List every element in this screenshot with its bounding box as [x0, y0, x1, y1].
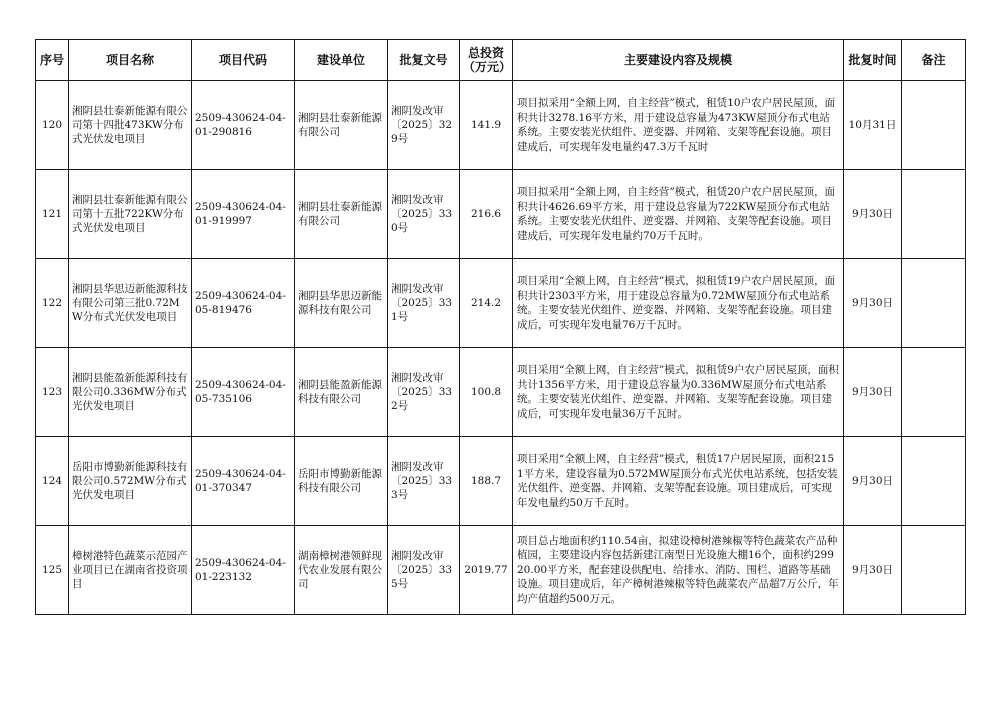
cell-project-code: 2509-430624-04-05-819476 — [192, 259, 295, 348]
header-remarks: 备注 — [902, 40, 966, 81]
cell-remarks — [902, 170, 966, 259]
cell-project-name: 湘阴县华思迈新能源科技有限公司第三批0.72MW分布式光伏发电项目 — [69, 259, 192, 348]
cell-total-investment: 214.2 — [460, 259, 513, 348]
cell-main-content: 项目采用“全额上网，自主经营”模式，拟租赁9户农户居民屋顶，面积共计1356平方米，用于建设总容量为0.336MW屋顶分布式电站系统。主要安装光伏组件、逆变器、并网箱、支架等配套设施。项目建成后，可实现年发电量36万千瓦时。 — [513, 348, 844, 437]
cell-remarks — [902, 81, 966, 170]
header-project-code: 项目代码 — [192, 40, 295, 81]
approval-table — [35, 39, 966, 615]
cell-project-name: 湘阴县能盈新能源科技有限公司0.336MW分布式光伏发电项目 — [69, 348, 192, 437]
cell-total-investment: 188.7 — [460, 437, 513, 526]
cell-approval-doc: 湘阴发改审〔2025〕330号 — [388, 170, 460, 259]
header-total-investment: 总投资（万元） — [460, 40, 513, 81]
cell-total-investment: 100.8 — [460, 348, 513, 437]
table-row — [36, 259, 966, 348]
cell-construction-unit: 岳阳市博勤新能源科技有限公司 — [295, 437, 388, 526]
cell-approval-doc: 湘阴发改审〔2025〕331号 — [388, 259, 460, 348]
cell-approval-time: 9月30日 — [844, 437, 902, 526]
cell-approval-doc: 湘阴发改审〔2025〕332号 — [388, 348, 460, 437]
cell-main-content: 项目总占地面积约110.54亩，拟建设樟树港辣椒等特色蔬菜农产品种植园，主要建设内容包括新建江南型日光设施大棚16个，面积约29920.00平方米，配套建设供配电、给排水、消防、围栏、道路等基础设施。项目建成后，年产樟树港辣椒等特色蔬菜农产品超7万公斤，年均产值超约500万元。 — [513, 526, 844, 615]
cell-project-code: 2509-430624-04-01-223132 — [192, 526, 295, 615]
cell-remarks — [902, 259, 966, 348]
cell-construction-unit: 湘阴县能盈新能源科技有限公司 — [295, 348, 388, 437]
cell-approval-time: 9月30日 — [844, 526, 902, 615]
cell-project-code: 2509-430624-04-01-370347 — [192, 437, 295, 526]
cell-total-investment: 216.6 — [460, 170, 513, 259]
cell-project-code: 2509-430624-04-05-735106 — [192, 348, 295, 437]
cell-project-name: 湘阴县壮泰新能源有限公司第十四批473KW分布式光伏发电项目 — [69, 81, 192, 170]
cell-main-content: 项目采用“全额上网，自主经营”模式，租赁17户居民屋顶，面积2151平方米，建设容量为0.572MW屋顶分布式光伏电站系统，包括安装光伏组件、逆变器、并网箱、支架等配套设施。项目建成后，可实现年发电量约50万千瓦时。 — [513, 437, 844, 526]
cell-approval-time: 9月30日 — [844, 348, 902, 437]
cell-project-code: 2509-430624-04-01-290816 — [192, 81, 295, 170]
cell-approval-doc: 湘阴发改审〔2025〕335号 — [388, 526, 460, 615]
cell-approval-doc: 湘阴发改审〔2025〕329号 — [388, 81, 460, 170]
header-project-name: 项目名称 — [69, 40, 192, 81]
approval-table-sheet — [35, 39, 966, 615]
table-row — [36, 81, 966, 170]
cell-seq: 122 — [36, 259, 69, 348]
cell-seq: 125 — [36, 526, 69, 615]
cell-main-content: 项目采用“全额上网，自主经营”模式，拟租赁19户农户居民屋顶，面积共计2303平方米，用于建设总容量为0.72MW屋顶分布式电站系统。主要安装光伏组件、逆变器、并网箱、支架等配套设施。项目建成后，可实现年发电量76万千瓦时。 — [513, 259, 844, 348]
table-row — [36, 170, 966, 259]
header-row — [36, 40, 966, 81]
cell-main-content: 项目拟采用“全额上网，自主经营”模式，租赁20户农户居民屋顶，面积共计4626.69平方米，用于建设总容量为722KW屋顶分布式电站系统。主要安装光伏组件、逆变器、并网箱、支架等配套设施。项目建成后，可实现年发电量约70万千瓦时。 — [513, 170, 844, 259]
header-seq: 序号 — [36, 40, 69, 81]
table-row — [36, 526, 966, 615]
cell-seq: 124 — [36, 437, 69, 526]
cell-remarks — [902, 526, 966, 615]
header-construction-unit: 建设单位 — [295, 40, 388, 81]
cell-seq: 123 — [36, 348, 69, 437]
cell-seq: 120 — [36, 81, 69, 170]
header-approval-doc: 批复文号 — [388, 40, 460, 81]
cell-construction-unit: 湘阴县华思迈新能源科技有限公司 — [295, 259, 388, 348]
cell-approval-time: 10月31日 — [844, 81, 902, 170]
cell-remarks — [902, 437, 966, 526]
cell-approval-time: 9月30日 — [844, 170, 902, 259]
cell-total-investment: 141.9 — [460, 81, 513, 170]
cell-seq: 121 — [36, 170, 69, 259]
cell-construction-unit: 湘阴县壮泰新能源有限公司 — [295, 170, 388, 259]
cell-approval-doc: 湘阴发改审〔2025〕333号 — [388, 437, 460, 526]
cell-total-investment: 2019.77 — [460, 526, 513, 615]
cell-project-code: 2509-430624-04-01-919997 — [192, 170, 295, 259]
table-row — [36, 348, 966, 437]
cell-construction-unit: 湘阴县壮泰新能源有限公司 — [295, 81, 388, 170]
header-approval-time: 批复时间 — [844, 40, 902, 81]
cell-main-content: 项目拟采用“全额上网，自主经营”模式，租赁10户农户居民屋顶，面积共计3278.16平方米，用于建设总容量为473KW屋顶分布式电站系统。主要安装光伏组件、逆变器、并网箱、支架等配套设施。项目建成后，可实现年发电量约47.3万千瓦时 — [513, 81, 844, 170]
cell-remarks — [902, 348, 966, 437]
cell-project-name: 樟树港特色蔬菜示范园产业项目已在湖南省投资项目 — [69, 526, 192, 615]
cell-approval-time: 9月30日 — [844, 259, 902, 348]
cell-construction-unit: 湖南樟树港领鲜现代农业发展有限公司 — [295, 526, 388, 615]
table-row — [36, 437, 966, 526]
header-main-content: 主要建设内容及规模 — [513, 40, 844, 81]
cell-project-name: 岳阳市博勤新能源科技有限公司0.572MW分布式光伏发电项目 — [69, 437, 192, 526]
cell-project-name: 湘阴县壮泰新能源有限公司第十五批722KW分布式光伏发电项目 — [69, 170, 192, 259]
